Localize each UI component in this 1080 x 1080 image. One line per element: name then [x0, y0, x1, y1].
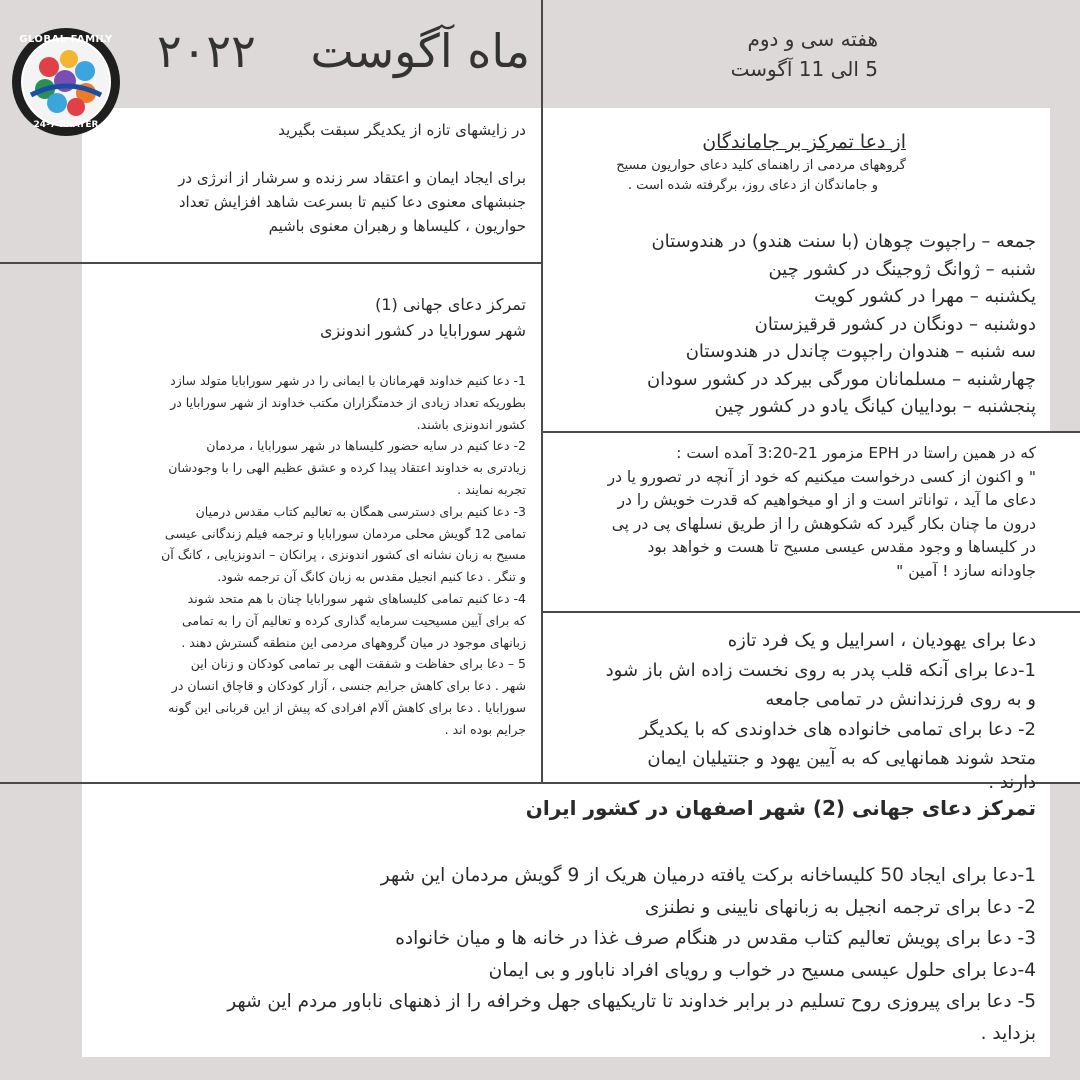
- focus1-subtitle: شهر سورابایا در کشور اندونزی: [319, 321, 526, 340]
- intro-line: حواریون ، کلیساها و رهبران معنوی باشیم: [268, 217, 526, 235]
- focus2-body: [92, 860, 1036, 1049]
- focus2-line: 2- دعا برای ترجمه انجیل به زبانهای نایینی و نطنزی: [644, 896, 1036, 918]
- focus1-line: که برای آیین مسیحیت سرمایه گذاری کرده و تعالیم آن را به تمامی: [182, 612, 526, 628]
- focus1-line: 4- دعا کنیم تمامی کلیساهای شهر سورابایا چنان با هم متحد شوند: [187, 590, 526, 606]
- unreached-day: دوشنبه – دونگان در کشور قرقیزستان: [754, 313, 1036, 335]
- divider-unreached-bottom: [542, 431, 1080, 433]
- logo-globe-icon: [21, 37, 111, 127]
- focus1-line: بطوریکه تعداد زیادی از خدمتگزاران مکتب خداوند از شهر سورابایا در: [170, 394, 526, 410]
- week-box: [560, 24, 878, 94]
- week-label: هفته سی و دوم: [747, 27, 878, 51]
- focus1-line: شهر . دعا برای کاهش جرایم جنسی ، آزار کودکان و قاچاق انسان در: [171, 678, 526, 694]
- focus1-line: و تنگر . دعا کنیم انجیل مقدس به زبان کانگ آن ترجمه شود.: [217, 569, 526, 585]
- unreached-subtitle: گروههای مردمی از راهنمای کلید دعای حواریون مسیح: [616, 158, 906, 173]
- jews-line: دارند .: [988, 771, 1036, 793]
- psalm-line: که در همین راستا در EPH مزمور 21-3:20 آمده است :: [676, 444, 1036, 462]
- unreached-days-list: [560, 228, 1036, 421]
- focus2-line: 3- دعا برای پویش تعالیم کتاب مقدس در هنگام صرف غذا در خانه ها و میان خانواده: [395, 928, 1036, 949]
- week-dates: 5 الی 11 آگوست: [730, 57, 878, 81]
- logo-bottom-text: 24-7 PRAYER: [33, 120, 99, 130]
- unreached-day: چهارشنبه – مسلمانان مورگی بیرکد در کشور سودان: [646, 368, 1036, 390]
- focus1-line: 1- دعا کنیم خداوند قهرمانان با ایمانی را در شهر سورابایا متولد سازد: [170, 373, 526, 388]
- divider-psalm-bottom: [542, 611, 1080, 613]
- divider-intro-bottom: [0, 262, 542, 264]
- focus1-line: سورابایا . دعا برای کاهش آلام افرادی که پیش از این قربانی این گونه: [168, 699, 526, 715]
- unreached-day: سه شنبه – هندوان راجپوت چاندل در هندوستان: [685, 341, 1036, 362]
- focus2-line: بزداید .: [980, 1022, 1036, 1044]
- focus2-line: 4-دعا برای حلول عیسی مسیح در خواب و رویای افراد ناباور و بی ایمان: [488, 959, 1036, 981]
- logo-emblem: [21, 37, 111, 127]
- focus1-body: [92, 370, 526, 741]
- jews-line: و به روی فرزندانش در تمامی جامعه: [765, 689, 1036, 710]
- focus1-line: جرایم بوده اند .: [444, 721, 526, 737]
- psalm-line: " و اکنون از کسی درخواست میکنیم که خود از آنچه در تصورو یا در: [607, 467, 1036, 486]
- focus2-title: تمرکز دعای جهانی (2) شهر اصفهان در کشور ایران: [525, 796, 1036, 820]
- focus1-header: [92, 292, 526, 344]
- intro-line: در زایشهای تازه از یکدیگر سبقت بگیرید: [278, 121, 526, 139]
- focus1-line: 3- دعا کنیم برای دسترسی همگان به تعالیم کتاب مقدس درمیان: [195, 503, 526, 519]
- unreached-day: جمعه – راجپوت چوهان (با سنت هندو) در هندوستان: [651, 231, 1036, 252]
- focus1-line: مسیح به زبان نشانه ای کشور اندونزی ، پرانکان – اندونزیایی ، کانگ آن: [161, 547, 526, 563]
- intro-line: برای ایجاد ایمان و اعتقاد سر زنده و سرشار از انرژی در: [178, 169, 526, 187]
- intro-text: [92, 118, 526, 238]
- focus1-line: زبانهای موجود در میان گروههای مردمی این منطقه گسترش دهند .: [181, 634, 526, 650]
- psalm-body: [552, 442, 1036, 583]
- focus2-line: 1-دعا برای ایجاد 50 کلیساخانه برکت یافته درمیان هریک از 9 گویش مردمان این شهر: [380, 865, 1036, 886]
- month-name: ماه آگوست: [310, 24, 530, 78]
- focus1-line: 5 – دعا برای حفاظت و شفقت الهی بر تمامی کودکان و زنان این: [190, 656, 526, 672]
- jews-line: 2- دعا برای تمامی خانواده های خداوندی که با یکدیگر: [639, 718, 1036, 740]
- jews-body: [552, 626, 1036, 803]
- jews-line: 1-دعا برای آنکه قلب پدر به روی نخست زاده اش باز شود: [605, 659, 1036, 681]
- intro-line: جنبشهای معنوی دعا کنیم تا بسرعت شاهد افزایش تعداد: [178, 193, 526, 211]
- focus1-line: 2- دعا کنیم در سایه حضور کلیساها در شهر سورابایا ، مردمان: [206, 438, 526, 454]
- unreached-header: [560, 128, 906, 196]
- jews-line: متحد شوند همانهایی که به آیین یهود و جنتیلیان ایمان: [647, 748, 1036, 769]
- focus1-line: کشور اندونزی باشند.: [416, 416, 526, 432]
- month-title: [140, 24, 530, 94]
- unreached-day: شنبه – ژوانگ ژوجینگ در کشور چین: [768, 258, 1036, 280]
- psalm-line: در کلیساها و وجود مقدس عیسی مسیح تا هست و خواهد بود: [647, 538, 1036, 556]
- jews-line: دعا برای یهودیان ، اسراییل و یک فرد تازه: [727, 630, 1036, 651]
- unreached-title: از دعا تمرکز بر جاماندگان: [702, 131, 906, 153]
- divider-vertical: [541, 0, 543, 783]
- focus2-line: 5- دعا برای پیروزی روح تسلیم در برابر خداوند تا تاریکیهای جهل وخرافه را از ذهنهای ناباور مردم این شهر: [227, 991, 1036, 1012]
- psalm-line: جاودانه سازد ! آمین ": [896, 561, 1036, 580]
- psalm-line: درون ما چنان بکار گیرد که شکوهش را از طریق نسلهای پی در پی: [611, 514, 1036, 533]
- focus1-title: تمرکز دعای جهانی (1): [375, 295, 526, 314]
- focus1-line: تمامی 12 گویش محلی مردمان سورابایا و ترجمه فیلم زندگانی عیسی: [164, 525, 526, 541]
- unreached-subtitle: و جاماندگان از دعای روز، برگرفته شده است .: [627, 178, 878, 193]
- focus1-line: زیادتری به خداوند اعتقاد پیدا کرده و عشق عظیم الهی را با وجودشان: [168, 460, 526, 476]
- unreached-day: یکشنبه – مهرا در کشور کویت: [814, 286, 1036, 307]
- psalm-line: دعای ما آید ، تواناتر است و از او میخواهیم که قدرت خویش را در: [617, 491, 1036, 509]
- logo-top-text: GLOBAL FAMILY: [19, 34, 113, 45]
- focus1-line: تجربه نمایند .: [457, 481, 526, 497]
- year: ۲۰۲۲: [157, 24, 256, 78]
- unreached-day: پنجشنبه – بوداییان کیانگ یادو در کشور چین: [714, 396, 1036, 417]
